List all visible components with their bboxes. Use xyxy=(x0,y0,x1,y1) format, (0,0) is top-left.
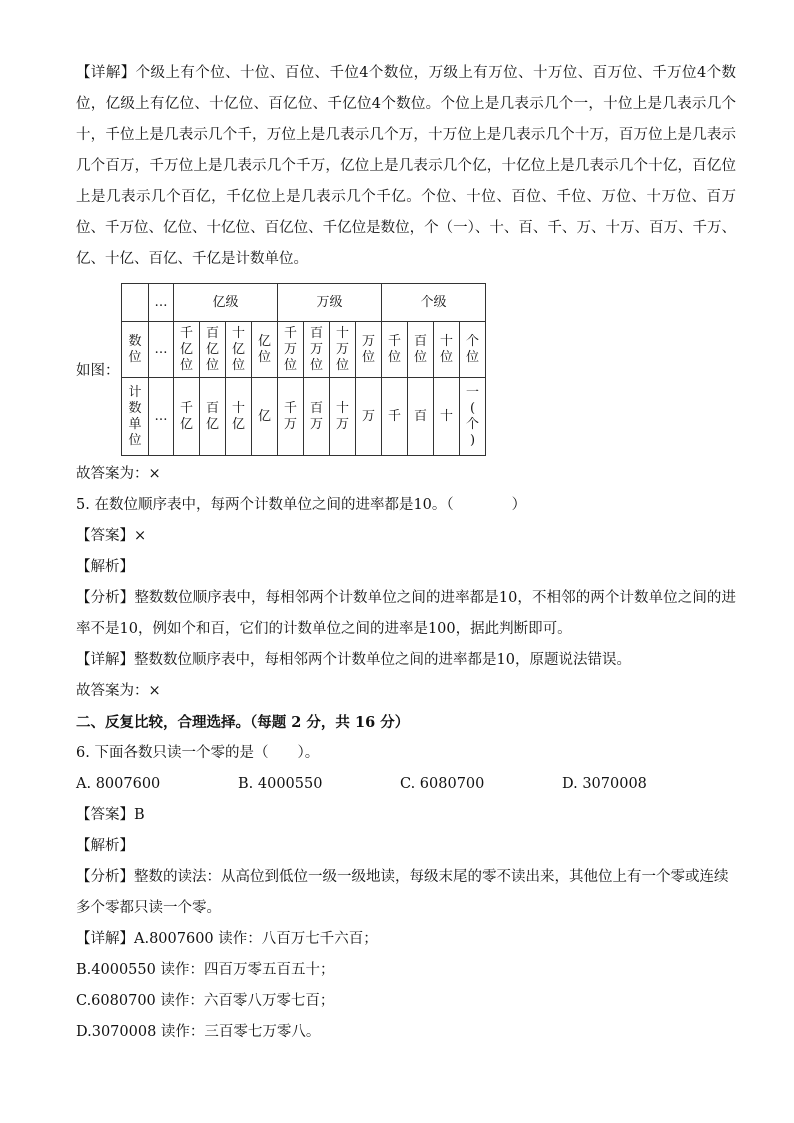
unit-cell: 百 xyxy=(408,378,434,456)
q6-fenxi-line1: 【分析】整数的读法：从高位到低位一级一级地读，每级末尾的零不读出来，其他位上有一个零或连续 xyxy=(76,869,729,885)
unit-cell: 万 xyxy=(356,378,382,456)
place-cell: 千亿位 xyxy=(174,322,200,378)
unit-cell: 千万 xyxy=(278,378,304,456)
figure-label: 如图： xyxy=(76,363,120,379)
header-wan-class: 万级 xyxy=(278,284,382,322)
place-cell: 十亿位 xyxy=(226,322,252,378)
q6-fenxi-line2: 多个零都只读一个零。 xyxy=(76,900,221,916)
header-yi-class: 亿级 xyxy=(174,284,278,322)
unit-cell: 千亿 xyxy=(174,378,200,456)
q4-final-answer: 故答案为：× xyxy=(76,466,161,482)
unit-cell: 一(个) xyxy=(460,378,486,456)
place-cell: … xyxy=(149,322,174,378)
place-cell: 千万位 xyxy=(278,322,304,378)
q6-answer: 【答案】B xyxy=(76,807,145,823)
detail-label: 【详解】 xyxy=(76,65,136,81)
place-row-label: 数位 xyxy=(122,322,149,378)
q5-question: 5. 在数位顺序表中，每两个计数单位之间的进率都是10。（ ） xyxy=(76,497,527,513)
unit-cell: … xyxy=(149,378,174,456)
place-cell: 千位 xyxy=(382,322,408,378)
place-row xyxy=(122,322,486,378)
q5-detail: 【详解】整数数位顺序表中，每相邻两个计数单位之间的进率都是10，原题说法错误。 xyxy=(76,652,631,668)
place-cell: 百位 xyxy=(408,322,434,378)
detail-paragraph xyxy=(76,58,736,275)
place-cell: 百亿位 xyxy=(200,322,226,378)
place-cell: 亿位 xyxy=(252,322,278,378)
detail-text: 个级上有个位、十位、百位、千位4个数位，万级上有万位、十万位、百万位、千万位4个数位，亿级上有亿位、十亿位、百亿位、千亿位4个数位。个位上是几表示几个一，十位上是几表示几个十，千位上是几表示几个千，万位上是几表示几个万，十万位上是几表示几个十万，百万位上是几表示几个百万，千万位上是几表示几个千万，亿位上是几表示几个亿，十亿位上是几表示几个十亿，百亿位上是几表示几个百亿，千亿位上是几表示几个千亿。个位、十位、百位、千位、万位、十万位、百万位、千万位、亿位、十亿位、百亿位、千亿位是数位，个（一）、十、百、千、万、十万、百万、千万、亿、十亿、百亿、千亿是计数单位。 xyxy=(76,65,736,267)
unit-row-label: 计数单位 xyxy=(122,378,149,456)
unit-cell: 百亿 xyxy=(200,378,226,456)
q6-analysis-label: 【解析】 xyxy=(76,838,134,854)
place-cell: 十位 xyxy=(434,322,460,378)
unit-row xyxy=(122,378,486,456)
q6-detail-a: 【详解】A.8007600 读作：八百万七千六百； xyxy=(76,931,378,947)
q6-option-c: C. 6080700 xyxy=(400,776,485,792)
place-cell: 个位 xyxy=(460,322,486,378)
q6-detail-b: B.4000550 读作：四百万零五百五十； xyxy=(76,962,335,978)
table-header-row xyxy=(122,284,486,322)
place-cell: 十万位 xyxy=(330,322,356,378)
unit-cell: 百万 xyxy=(304,378,330,456)
unit-cell: 十亿 xyxy=(226,378,252,456)
q6-question: 6. 下面各数只读一个零的是（ ）。 xyxy=(76,745,320,761)
header-ge-class: 个级 xyxy=(382,284,486,322)
q6-option-b: B. 4000550 xyxy=(238,776,323,792)
q6-option-d: D. 3070008 xyxy=(562,776,647,792)
header-ellipsis: … xyxy=(149,284,174,322)
q5-final-answer: 故答案为：× xyxy=(76,683,161,699)
q6-options xyxy=(76,769,736,800)
section-2-title: 二、反复比较，合理选择。（每题 2 分，共 16 分） xyxy=(76,714,410,731)
document-page xyxy=(76,58,736,1048)
q6-detail-c: C.6080700 读作：六百零八万零七百； xyxy=(76,993,335,1009)
q5-analysis-label: 【解析】 xyxy=(76,559,134,575)
place-cell: 万位 xyxy=(356,322,382,378)
place-value-figure xyxy=(76,283,736,459)
q6-detail-d: D.3070008 读作：三百零七万零八。 xyxy=(76,1024,321,1040)
unit-cell: 千 xyxy=(382,378,408,456)
unit-cell: 十 xyxy=(434,378,460,456)
unit-cell: 亿 xyxy=(252,378,278,456)
unit-cell: 十万 xyxy=(330,378,356,456)
q6-option-a: A. 8007600 xyxy=(76,776,161,792)
q5-fenxi: 【分析】整数数位顺序表中，每相邻两个计数单位之间的进率都是10，不相邻的两个计数单位之间的进率不是10，例如个和百，它们的计数单位之间的进率是100，据此判断即可。 xyxy=(76,590,736,637)
header-blank-cell xyxy=(122,284,149,322)
place-value-table xyxy=(121,283,486,456)
q5-answer: 【答案】× xyxy=(76,528,147,544)
place-cell: 百万位 xyxy=(304,322,330,378)
